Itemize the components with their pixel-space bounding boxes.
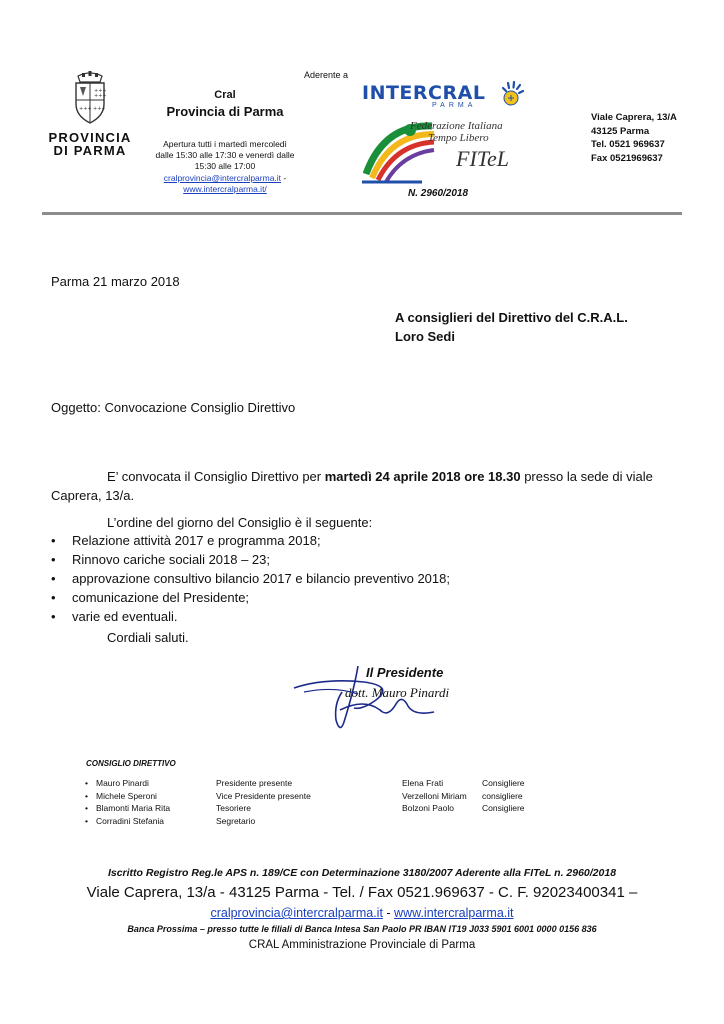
intercral-logo xyxy=(362,82,532,112)
member-name: Elena Frati xyxy=(402,778,444,788)
footer-address: Viale Caprera, 13/a - 43125 Parma - Tel. / Fax 0521.969637 - C. F. 92023400341 – xyxy=(86,884,638,901)
hours-line1: Apertura tutti i martedì mercoledì xyxy=(163,139,287,149)
signature-title: Il Presidente xyxy=(366,665,444,680)
council-member xyxy=(96,790,356,803)
member-name: Michele Speroni xyxy=(96,790,157,801)
council-member xyxy=(96,815,356,828)
svg-text:+++: +++ xyxy=(94,93,107,99)
member-role: Segretario xyxy=(216,815,256,826)
cral-title: Provincia di Parma xyxy=(166,104,284,119)
council-member xyxy=(96,777,356,790)
fitel-logo xyxy=(362,118,532,188)
handwritten-signature xyxy=(284,660,464,740)
addr-line2: 43125 Parma xyxy=(591,125,650,137)
council-member xyxy=(402,790,562,803)
member-role: Consigliere xyxy=(482,778,525,788)
header-website-link[interactable]: www.intercralparma.it/ xyxy=(183,184,267,194)
fitel-federation-text xyxy=(410,120,530,144)
footer-sep: - xyxy=(382,906,395,920)
footer-links xyxy=(0,906,724,920)
intercral-sub: PARMA xyxy=(432,102,477,109)
addr-phone: Tel. 0521 969637 xyxy=(591,139,665,150)
header-divider xyxy=(42,212,682,215)
council-member xyxy=(96,802,356,815)
council-title: CONSIGLIO DIRETTIVO xyxy=(86,759,176,768)
header-email-sep: - xyxy=(281,173,287,183)
intercral-name: INTERCRAL xyxy=(362,82,486,104)
member-name: Mauro Pinardi xyxy=(96,778,149,788)
council-member xyxy=(402,777,562,790)
addr-fax: Fax 0521969637 xyxy=(591,152,663,164)
closing: Cordiali saluti. xyxy=(107,630,189,645)
agenda-item: • approvazione consultivo bilancio 2017 e bilancio preventivo 2018; xyxy=(51,569,450,588)
agenda-intro: L’ordine del giorno del Consiglio è il seguente: xyxy=(107,515,373,530)
recipient-line2: Loro Sedi xyxy=(395,329,455,344)
council-left-list xyxy=(96,777,356,827)
member-name: Corradini Stefania xyxy=(96,815,165,826)
recipient-line1: A consiglieri del Direttivo del C.R.A.L. xyxy=(395,310,628,325)
agenda-item: • varie ed eventuali. xyxy=(51,607,450,626)
letter-date: Parma 21 marzo 2018 xyxy=(51,274,180,289)
para1-line2: Caprera, 13/a. xyxy=(51,488,135,503)
addr-line1: Viale Caprera, 13/A xyxy=(591,112,677,123)
header-address xyxy=(591,111,677,165)
fed-line2: Tempo Libero xyxy=(428,132,489,144)
letter-subject: Oggetto: Convocazione Consiglio Direttivo xyxy=(51,400,296,415)
province-logo-line2: DI PARMA xyxy=(53,143,127,158)
svg-text:+++: +++ xyxy=(93,106,106,112)
province-crest-logo xyxy=(70,70,110,126)
member-role: Consigliere xyxy=(482,803,525,813)
province-logo-text xyxy=(40,131,140,157)
hours-line2: dalle 15:30 alle 17:30 e venerdì dalle xyxy=(155,150,295,160)
header-email-link[interactable]: cralprovincia@intercralparma.it xyxy=(163,173,282,183)
meeting-datetime: martedì 24 aprile 2018 ore 18.30 xyxy=(324,469,521,484)
aderente-label: Aderente a xyxy=(304,70,349,80)
council-right-list xyxy=(402,777,562,815)
member-name: Bolzoni Paolo xyxy=(402,803,454,813)
province-logo-line1: PROVINCIA xyxy=(48,130,132,145)
member-role: Tesoriere xyxy=(216,803,251,813)
footer-org: CRAL Amministrazione Provinciale di Parma xyxy=(248,939,476,951)
header-links xyxy=(145,173,305,195)
agenda-item: • Rinnovo cariche sociali 2018 – 23; xyxy=(51,550,450,569)
agenda-item: • Relazione attività 2017 e programma 2018; xyxy=(51,531,450,550)
member-role: consigliere xyxy=(482,790,523,801)
fitel-name: FITeL xyxy=(456,146,509,171)
agenda-item: • comunicazione del Presidente; xyxy=(51,588,450,607)
intercral-sun-icon xyxy=(499,80,525,108)
para1-start: E’ convocata il Consiglio Direttivo per xyxy=(107,469,325,484)
footer-bank: Banca Prossima – presso tutte le filiali di Banca Intesa San Paolo PR IBAN IT19 J033 5901 6001 0000 0156 836 xyxy=(127,924,597,934)
footer-website-link[interactable]: www.intercralparma.it xyxy=(394,906,514,920)
member-role: Vice Presidente presente xyxy=(216,790,311,801)
letter-paragraph xyxy=(51,467,691,505)
agenda-list xyxy=(51,531,450,626)
member-name: Blamonti Maria Rita xyxy=(96,803,171,813)
member-role: Presidente presente xyxy=(216,778,293,788)
footer-email-link[interactable]: cralprovincia@intercralparma.it xyxy=(210,906,383,920)
council-member xyxy=(402,802,562,815)
recipient xyxy=(395,308,628,346)
signature-name: dott. Mauro Pinardi xyxy=(345,685,450,700)
cral-label: Cral xyxy=(214,89,236,101)
opening-hours xyxy=(145,139,305,172)
registration-number: N. 2960/2018 xyxy=(408,188,469,199)
hours-line3: 15:30 alle 17:00 xyxy=(194,161,256,171)
fed-line1: Federazione Italiana xyxy=(410,120,503,132)
member-name: Verzelloni Miriam xyxy=(402,790,467,801)
svg-text:+++: +++ xyxy=(79,106,92,112)
para1-end: presso la sede di viale xyxy=(520,469,653,484)
svg-text:+++: +++ xyxy=(94,88,107,94)
footer-registry: Iscritto Registro Reg.le APS n. 189/CE con Determinazione 3180/2007 Aderente alla FITeL n. 2960/2018 xyxy=(107,867,617,879)
